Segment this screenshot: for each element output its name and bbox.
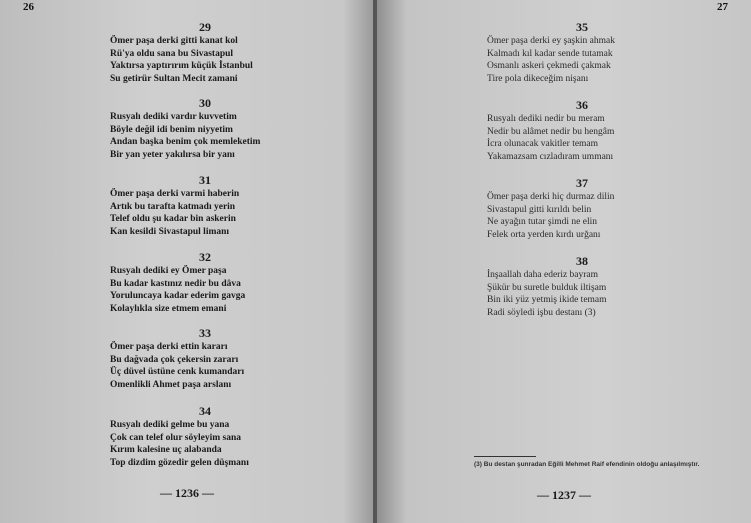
right-corner-number: 27 bbox=[717, 1, 728, 13]
left-page-number: — 1236 — bbox=[160, 486, 214, 500]
verse-line: Osmanlı askeri çekmedi çakmak bbox=[487, 61, 611, 72]
verse-line: Tire pola dikeceğim nişanı bbox=[487, 73, 589, 84]
stanza-number: 29 bbox=[199, 20, 211, 34]
stanza bbox=[110, 20, 310, 85]
verse-line: Ne ayağın tutar şimdi ne elin bbox=[487, 217, 598, 228]
verse-line: Yakamazsam cızladıram ummanı bbox=[487, 151, 614, 162]
verse-line: Ömer paşa derki varmi haberin bbox=[110, 189, 240, 199]
verse-line: Nedir bu alâmet nedir bu hengâm bbox=[487, 126, 615, 137]
stanza-number: 38 bbox=[576, 254, 588, 268]
verse-line: Ömer paşa derki gitti kanat kol bbox=[110, 36, 238, 46]
verse-line: Kolaylıkla size etmem emani bbox=[110, 303, 227, 314]
stanza bbox=[110, 173, 310, 238]
stanza-number: 37 bbox=[576, 176, 588, 190]
verse-line: Çok can telef olur söyleyim sana bbox=[110, 432, 241, 443]
left-corner-number: 26 bbox=[23, 1, 34, 13]
verse-line: Böyle değil idi benim niyyetim bbox=[110, 124, 233, 135]
verse-line: Yoruluncaya kadar ederim gavga bbox=[110, 291, 246, 302]
stanza bbox=[487, 176, 687, 241]
stanza bbox=[110, 404, 310, 469]
verse-line: İcra olunacak vakitler temam bbox=[487, 139, 599, 150]
verse-line: Rusyalı dediki nedir bu meram bbox=[487, 114, 605, 124]
verse-line: Kan kesildi Sivastapul limanı bbox=[110, 226, 230, 237]
stanza bbox=[110, 326, 310, 391]
stanza-number: 33 bbox=[199, 326, 211, 340]
verse-line: Yaktırsa yaptırırım küçük İstanbul bbox=[110, 61, 253, 72]
verse-line: Artık bu tarafta katmadı yerin bbox=[110, 201, 236, 212]
stanza-number: 30 bbox=[199, 96, 211, 110]
verse-line: Rusyalı dediki vardır kuvvetim bbox=[110, 112, 237, 122]
verse-line: Bu dağvada çok çekersin zararı bbox=[110, 354, 239, 365]
stanza bbox=[487, 98, 687, 163]
stanza bbox=[487, 254, 687, 319]
stanza bbox=[110, 96, 310, 161]
verse-line: Omenlikli Ahmet paşa arslanı bbox=[110, 379, 232, 390]
verse-line: Bin iki yüz yetmiş ikide temam bbox=[487, 295, 607, 306]
verse-line: Ömer paşa derki ey şaşkin ahmak bbox=[487, 36, 615, 46]
verse-line: Ömer paşa derki hiç durmaz dilin bbox=[487, 192, 615, 202]
verse-line: Su getirür Sultan Mecit zamani bbox=[110, 73, 238, 84]
verse-line: Bu kadar kastınız nedir bu dâva bbox=[110, 278, 241, 289]
verse-line: Şükür bu suretle bulduk iltişam bbox=[487, 282, 607, 293]
stanza bbox=[487, 20, 687, 85]
verse-line: Telef oldu şu kadar bin askerin bbox=[110, 214, 236, 225]
verse-line: Sivastapul gitti kırıldı belin bbox=[487, 204, 592, 215]
stanza-number: 32 bbox=[199, 250, 211, 264]
verse-line: Felek orta yerden kırdı urğanı bbox=[487, 229, 601, 240]
right-page bbox=[377, 0, 751, 523]
verse-line: İnşaallah daha ederiz bayram bbox=[487, 270, 599, 280]
stanza-number: 35 bbox=[576, 20, 588, 34]
verse-line: Rü'ya oldu sana bu Sivastapul bbox=[110, 48, 234, 59]
footnote: (3) Bu destan şunradan Eğilli Mehmet Raif efendinin oldoğu anlaşılmıştır. bbox=[474, 461, 700, 468]
verse-line: Ömer paşa derki ettin kararı bbox=[110, 342, 228, 352]
stanza-number: 36 bbox=[576, 98, 588, 112]
verse-line: Kırım kalesine uç alabanda bbox=[110, 445, 222, 456]
stanza-number: 34 bbox=[199, 404, 211, 418]
verse-line: Rusyalı dediki ey Ömer paşa bbox=[110, 266, 227, 276]
verse-line: Bir yan yeter yakılırsa bir yanı bbox=[110, 149, 235, 160]
right-page-number: — 1237 — bbox=[537, 488, 591, 502]
footnote-rule bbox=[474, 456, 536, 457]
verse-line: Radi söyledi işbu destanı (3) bbox=[487, 307, 596, 318]
verse-line: Kalmadı kıl kadar sende tutamak bbox=[487, 48, 613, 59]
stanza bbox=[110, 250, 310, 315]
verse-line: Üç düvel üstüne cenk kumandarı bbox=[110, 367, 245, 378]
verse-line: Rusyalı dediki gelme bu yana bbox=[110, 420, 230, 430]
verse-line: Andan başka benim çok memleketim bbox=[110, 137, 261, 148]
left-page bbox=[0, 0, 373, 523]
verse-line: Top dizdim gözedir gelen düşmanı bbox=[110, 457, 249, 468]
stanza-number: 31 bbox=[199, 173, 211, 187]
